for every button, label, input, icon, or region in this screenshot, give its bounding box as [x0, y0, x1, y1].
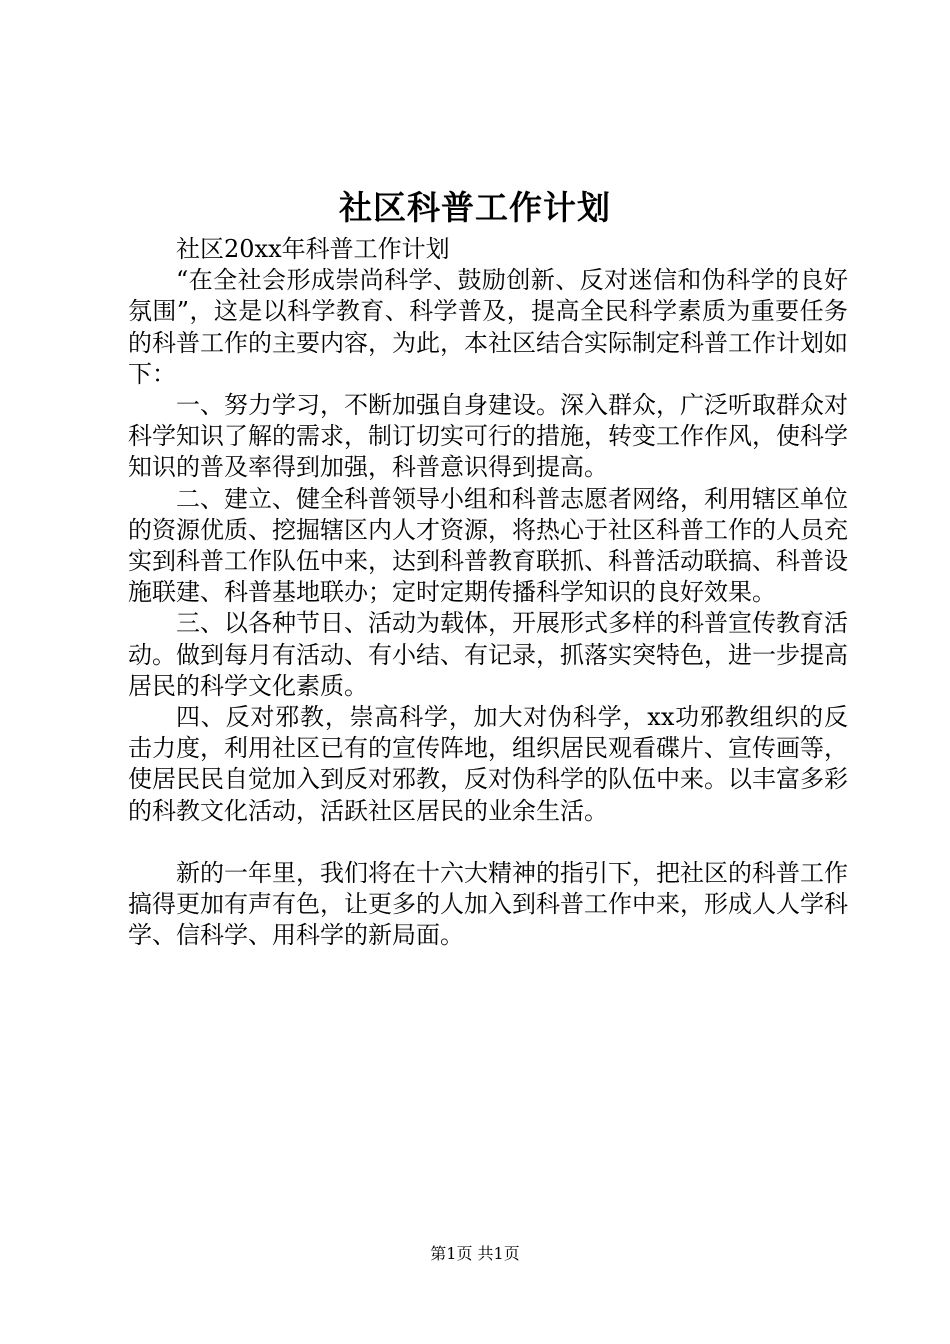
- item-two-paragraph: 二、建立、健全科普领导小组和科普志愿者网络，利用辖区单位的资源优质、挖掘辖区内人才资源，将热心于社区科普工作的人员充实到科普工作队伍中来，达到科普教育联抓、科普活动联搞、科普设施联建、科普基地联办；定时定期传播科学知识的良好效果。: [128, 484, 848, 607]
- item-four-paragraph: 四、反对邪教，崇高科学，加大对伪科学，xx功邪教组织的反击力度，利用社区已有的宣传阵地，组织居民观看碟片、宣传画等，使居民民自觉加入到反对邪教，反对伪科学的队伍中来。以丰富多彩的科教文化活动，活跃社区居民的业余生活。: [128, 703, 848, 825]
- closing-paragraph: 新的一年里，我们将在十六大精神的指引下，把社区的科普工作搞得更加有声有色，让更多的人加入到科普工作中来，形成人人学科学、信科学、用科学的新局面。: [128, 858, 848, 950]
- subtitle-paragraph: 社区20xx年科普工作计划: [176, 235, 450, 263]
- item-one-paragraph: 一、努力学习，不断加强自身建设。深入群众，广泛听取群众对科学知识了解的需求，制订切实可行的措施，转变工作作风，使科学知识的普及率得到加强，科普意识得到提高。: [128, 391, 848, 482]
- page-number-footer: 第1页 共1页: [430, 1244, 520, 1263]
- item-three-paragraph: 三、以各种节日、活动为载体，开展形式多样的科普宣传教育活动。做到每月有活动、有小结、有记录，抓落实突特色，进一步提高居民的科学文化素质。: [128, 609, 848, 700]
- intro-paragraph: “在全社会形成崇尚科学、鼓励创新、反对迷信和伪科学的良好氛围”，这是以科学教育、科学普及，提高全民科学素质为重要任务的科普工作的主要内容，为此，本社区结合实际制定科普工作计划如下：: [128, 266, 848, 388]
- document-title: 社区科普工作计划: [339, 188, 611, 227]
- document-body: [128, 234, 848, 951]
